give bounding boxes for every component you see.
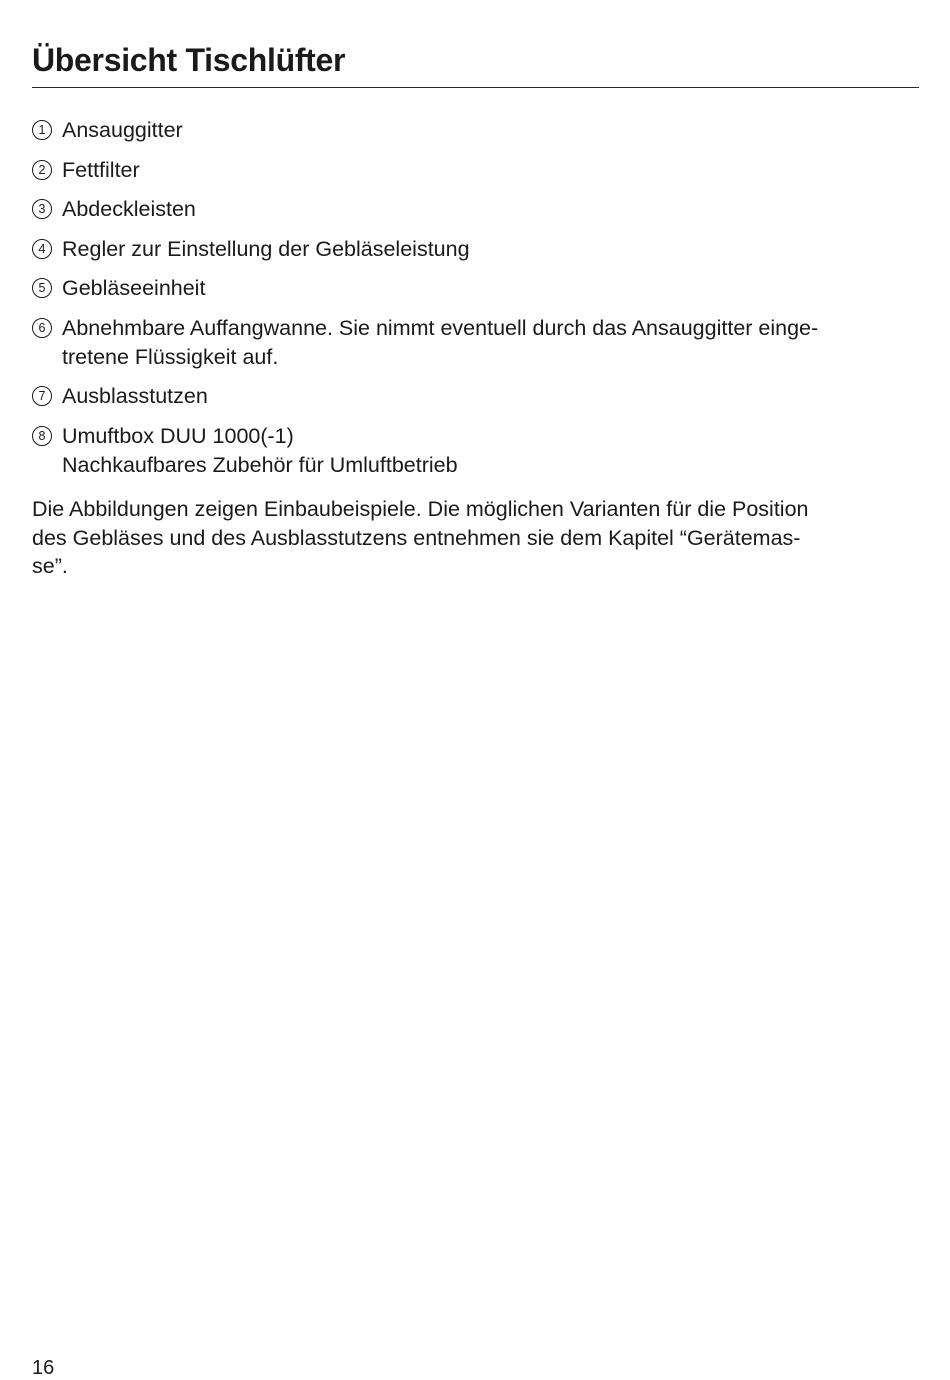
item-number-badge: 7 — [32, 386, 52, 406]
item-text-line: Abnehmbare Auffangwanne. Sie nimmt eventuell durch das Ansauggitter einge- — [62, 315, 819, 340]
item-text-line: Ansauggitter — [62, 118, 183, 142]
item-text — [62, 235, 919, 264]
page-number: 16 — [32, 1357, 55, 1379]
note-line: se”. — [32, 554, 68, 578]
item-text-line: tretene Flüssigkeit auf. — [62, 344, 279, 369]
list-item — [32, 422, 919, 480]
item-number-badge: 8 — [32, 426, 52, 446]
item-text — [62, 422, 919, 480]
item-text-line: Nachkaufbares Zubehör für Umluftbetrieb — [62, 452, 458, 477]
item-text-line: Umuftbox DUU 1000(-1) — [62, 423, 294, 448]
list-item — [32, 156, 919, 185]
list-item — [32, 235, 919, 264]
list-item — [32, 116, 919, 145]
list-item — [32, 274, 919, 303]
item-text-line: Regler zur Einstellung der Gebläseleistung — [62, 236, 470, 261]
item-number-badge: 4 — [32, 239, 52, 259]
item-text — [62, 382, 919, 411]
item-text-line: Ausblasstutzen — [62, 384, 208, 408]
list-item — [32, 195, 919, 224]
title-divider — [32, 87, 919, 88]
item-text — [62, 274, 919, 303]
note-line: des Gebläses und des Ausblasstutzens entnehmen sie dem Kapitel “Gerätemas- — [32, 525, 801, 550]
document-page — [32, 0, 919, 1380]
item-number-badge: 5 — [32, 278, 52, 298]
list-item — [32, 382, 919, 411]
item-number-badge: 6 — [32, 318, 52, 338]
page-title: Übersicht Tischlüfter — [32, 42, 346, 78]
item-text-line: Fettfilter — [62, 157, 140, 182]
item-text — [62, 116, 919, 145]
list-item — [32, 314, 919, 372]
note-line: Die Abbildungen zeigen Einbaubeispiele. Die möglichen Varianten für die Position — [32, 497, 809, 521]
item-text — [62, 314, 919, 372]
item-number-badge: 3 — [32, 199, 52, 219]
item-text — [62, 156, 919, 185]
item-text — [62, 195, 919, 224]
item-text-line: Abdeckleisten — [62, 197, 196, 221]
installation-note — [32, 495, 919, 581]
item-number-badge: 1 — [32, 120, 52, 140]
item-text-line: Gebläseeinheit — [62, 276, 206, 300]
item-number-badge: 2 — [32, 160, 52, 180]
component-list — [32, 116, 919, 490]
